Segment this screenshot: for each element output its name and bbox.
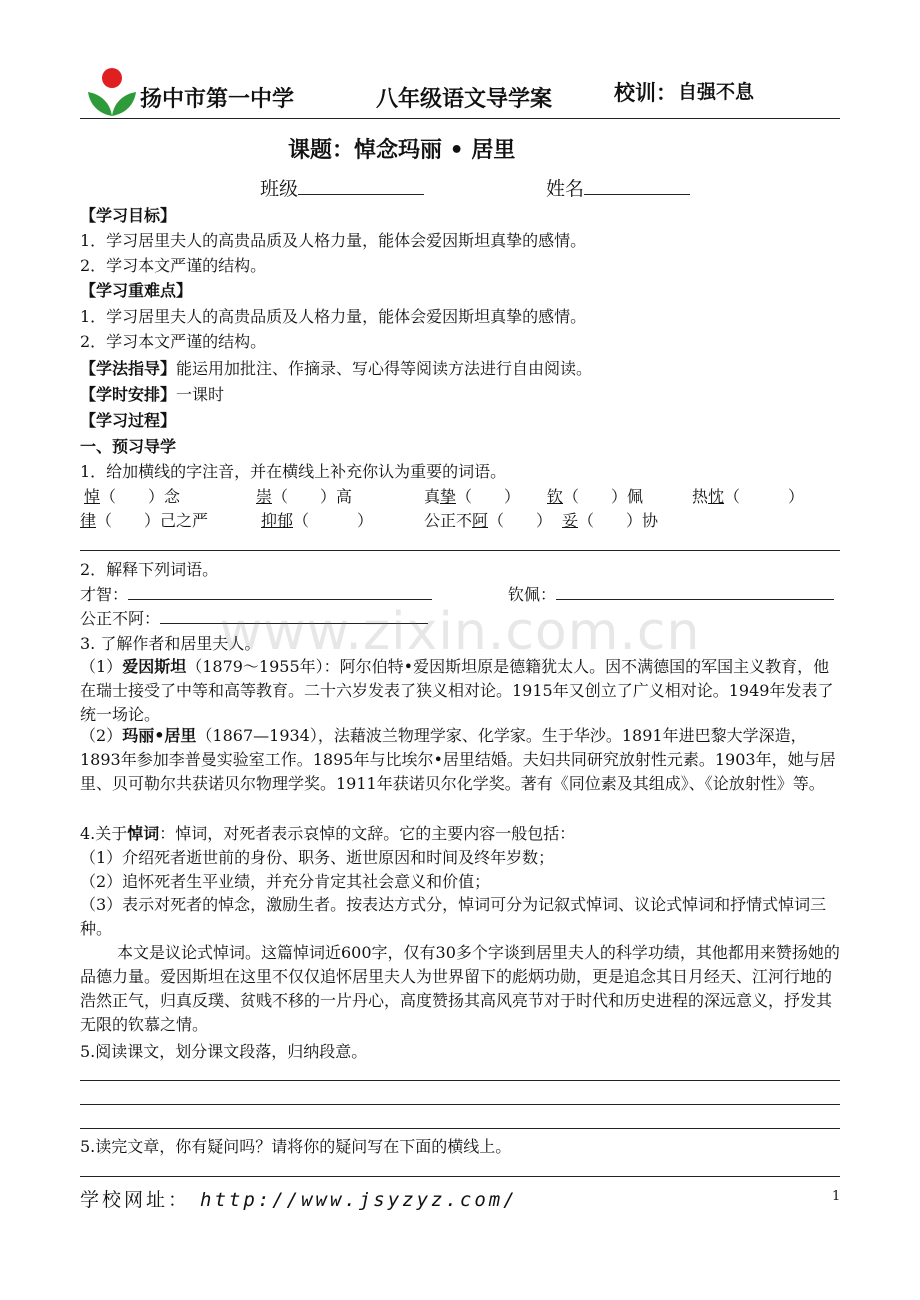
pinyin-item: 律（ ）己之严 <box>80 511 209 530</box>
class-blank[interactable] <box>298 178 424 195</box>
time-text: 一课时 <box>176 385 225 404</box>
page-title: 课题：悼念玛丽 • 居里 <box>288 138 516 163</box>
keypoint-item: 2．学习本文严谨的结构。 <box>80 332 267 351</box>
watermark: www.zixin.com.cn <box>219 602 701 662</box>
q5b-text: 5.读完文章，你有疑问吗？请将你的疑问写在下面的横线上。 <box>80 1137 512 1156</box>
answer-line[interactable] <box>80 550 840 551</box>
answer-blank[interactable] <box>556 583 834 600</box>
time-line <box>80 382 224 407</box>
process-heading: 【学习过程】 <box>80 411 177 430</box>
method-heading: 【学法指导】 <box>80 359 177 378</box>
name-blank[interactable] <box>584 178 690 195</box>
einstein-bio: （1）爱因斯坦（1879～1955年）：阿尔伯特•爱因斯坦原是德籍犹太人。因不满德国的军国主义教育，他在瑞士接受了中等和高等教育。二十六岁发表了狭义相对论。1915年又创立了广义相对论。1949年发表了统一场论。 <box>80 657 834 724</box>
answer-line[interactable] <box>80 1080 840 1081</box>
q2-text: 2．解释下列词语。 <box>80 560 219 579</box>
class-label: 班级 <box>260 178 299 200</box>
goal-item: 1．学习居里夫人的高贵品质及人格力量，能体会爱因斯坦真挚的感情。 <box>80 231 587 250</box>
term-gongzhengbue: 公正不阿： <box>80 606 428 631</box>
doc-type: 八年级语文导学案 <box>376 87 553 112</box>
eulogy-item: （1）介绍死者逝世前的身份、职务、逝世原因和时间及终年岁数； <box>80 848 555 867</box>
term-qinpei: 钦佩： <box>508 582 834 607</box>
keypoints-heading: 【学习重难点】 <box>80 281 193 300</box>
goals-heading: 【学习目标】 <box>80 206 177 225</box>
answer-line[interactable] <box>80 1176 840 1177</box>
name-field <box>546 176 690 202</box>
keypoint-item: 1．学习居里夫人的高贵品质及人格力量，能体会爱因斯坦真挚的感情。 <box>80 307 587 326</box>
name-label: 姓名 <box>546 178 585 200</box>
pinyin-item: 崇（ ）高 <box>256 487 353 506</box>
answer-line[interactable] <box>80 1128 840 1129</box>
q5a-text: 5.阅读课文，划分课文段落，归纳段意。 <box>80 1042 368 1061</box>
pinyin-item: 真挚（ ） <box>424 487 521 506</box>
motto-label: 校训： <box>614 81 677 105</box>
school-name: 扬中市第一中学 <box>140 87 295 112</box>
goal-item: 2．学习本文严谨的结构。 <box>80 256 267 275</box>
footer-label: 学校网址： <box>80 1189 191 1211</box>
eulogy-item: （3）表示对死者的悼念，激励生者。按表达方式分，悼词可分为记叙式悼词、议论式悼词和抒情式悼词三种。 <box>80 895 827 938</box>
time-heading: 【学时安排】 <box>80 385 177 404</box>
q4-text: 4.关于悼词：悼词，对死者表示哀悼的文辞。它的主要内容一般包括： <box>80 824 576 843</box>
pinyin-item: 悼（ ）念 <box>84 487 181 506</box>
term-caizhi: 才智： <box>80 582 432 607</box>
pinyin-item: 钦（ ）佩 <box>547 487 644 506</box>
eulogy-paragraph: 本文是议论式悼词。这篇悼词近600字，仅有30多个字谈到居里夫人的科学功绩，其他都用来赞扬她的品德力量。爱因斯坦在这里不仅仅追怀居里夫人为世界留下的彪炳功勋，更是追念其日月经天、江河行地的浩然正气，归真反璞、贫贱不移的一片丹心，高度赞扬其高风亮节对于时代和历史进程的深远意义，抒发其无限的钦慕之情。 <box>80 943 840 1034</box>
answer-blank[interactable] <box>128 583 432 600</box>
school-logo-icon <box>86 66 138 118</box>
answer-line[interactable] <box>80 1104 840 1105</box>
eulogy-item: （2）追怀死者生平业绩，并充分肯定其社会意义和价值； <box>80 872 491 891</box>
pinyin-item: 妥（ ）协 <box>562 511 659 530</box>
curie-bio: （2）玛丽•居里（1867—1934），法藉波兰物理学家、化学家。生于华沙。1891年进巴黎大学深造，1893年参加李普曼实验室工作。1895年与比埃尔•居里结婚。夫妇共同研究放射性元素。1903年，她与居里、贝可勒尔共获诺贝尔物理学奖。1911年获诺贝尔化学奖。著有《同位素及其组成》、《论放射性》等。 <box>80 726 836 793</box>
motto: 自强不息 <box>678 81 755 103</box>
method-text: 能运用加批注、作摘录、写心得等阅读方法进行自由阅读。 <box>176 359 593 378</box>
page-number: 1 <box>832 1189 841 1204</box>
q3-text: 3. 了解作者和居里夫人。 <box>80 634 261 653</box>
pinyin-item: 公正不阿（ ） <box>424 511 553 530</box>
pinyin-item: 热忱（ ） <box>692 487 805 506</box>
class-field <box>260 176 424 202</box>
pinyin-item: 抑郁（ ） <box>261 511 374 530</box>
method-line <box>80 356 592 381</box>
section1-heading: 一、预习导学 <box>80 437 177 456</box>
header-rule <box>80 118 840 119</box>
school-url-link[interactable]: http://www.jsyzyz.com/ <box>200 1189 518 1211</box>
q1-text: 1．给加横线的字注音，并在横线上补充你认为重要的词语。 <box>80 462 507 481</box>
